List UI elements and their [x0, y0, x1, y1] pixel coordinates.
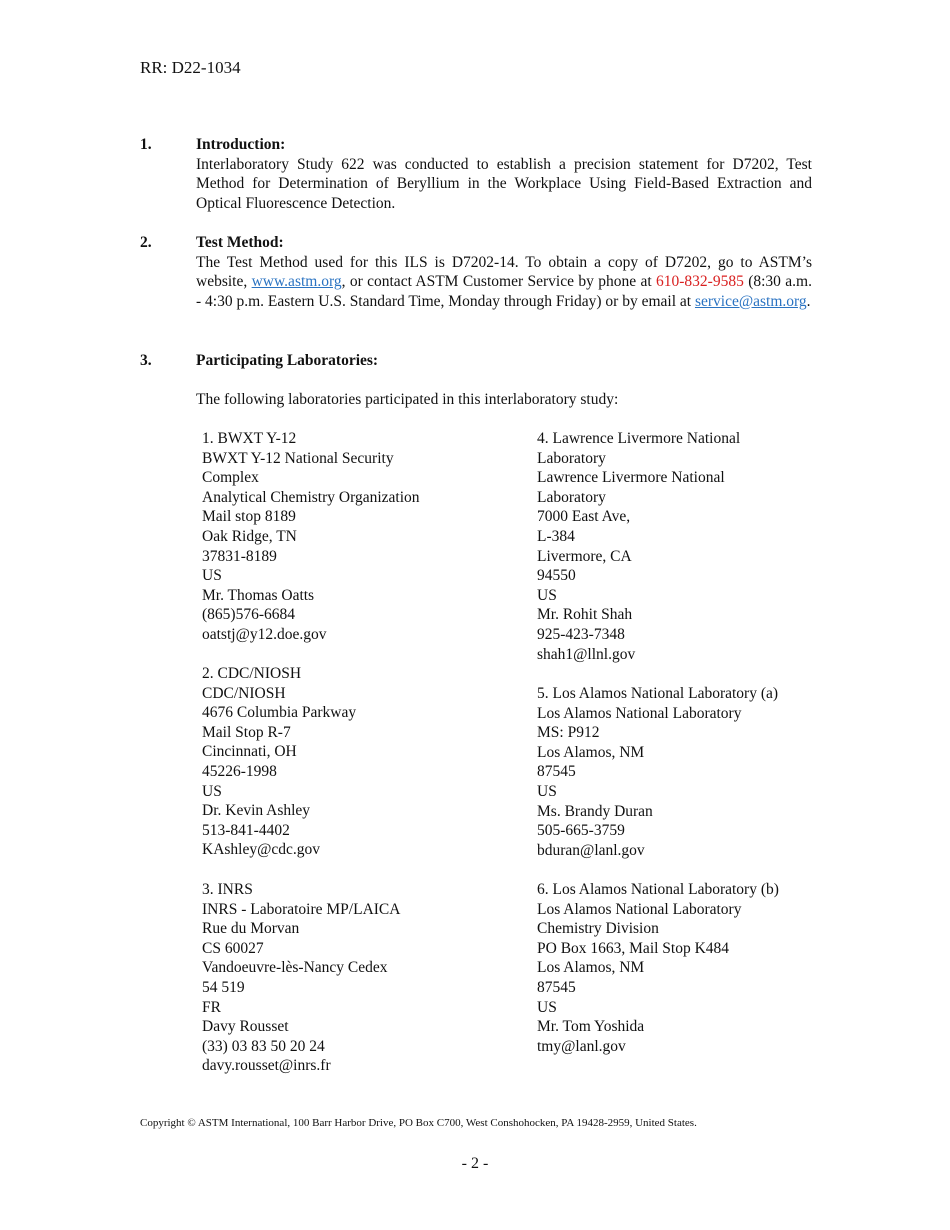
lab-line: 94550: [537, 567, 576, 585]
lab-heading: 4. Lawrence Livermore National: [537, 430, 741, 447]
text-part: (8:30 a.m. - 4:30 p.m. Eastern U.S. Standard Time, Monday through Friday) or by email at: [196, 273, 812, 310]
lab-line: 37831-8189: [202, 547, 277, 565]
section-text: [196, 253, 812, 312]
lab-line: bduran@lanl.gov: [537, 841, 645, 859]
lab-line: 4676 Columbia Parkway: [202, 704, 357, 722]
text-part: The Test Method used for this ILS is D7202-14. To obtain a copy of D7202, go to ASTM’s website,: [196, 253, 812, 291]
lab-line: L-384: [537, 527, 575, 545]
lab-line: Laboratory: [537, 449, 606, 467]
lab-line: Lawrence Livermore National: [537, 469, 725, 487]
lab-line: CS 60027: [202, 939, 264, 957]
lab-line: US: [202, 567, 222, 585]
lab-heading: 6. Los Alamos National Laboratory (b): [537, 881, 779, 898]
lab-line: Davy Rousset: [202, 1018, 289, 1036]
lab-line: BWXT Y-12 National Security: [202, 449, 394, 467]
lab-line: US: [537, 998, 557, 1016]
lab-line: Complex: [202, 469, 259, 487]
lab-line: Los Alamos National Laboratory: [537, 900, 742, 918]
lab-line: 7000 East Ave,: [537, 508, 631, 526]
lab-entry-5: [537, 684, 778, 860]
lab-line: INRS - Laboratoire MP/LAICA: [202, 900, 401, 918]
email-link[interactable]: service@astm.org: [694, 292, 807, 310]
lab-line: shah1@llnl.gov: [537, 645, 636, 663]
lab-line: tmy@lanl.gov: [537, 1037, 626, 1055]
lab-line: Mr. Tom Yoshida: [537, 1018, 645, 1036]
lab-line: 87545: [537, 978, 576, 996]
lab-line: Laboratory: [537, 488, 606, 506]
lab-line: Chemistry Division: [537, 920, 659, 938]
website-link[interactable]: www.astm.org: [251, 273, 342, 291]
copyright-footer: Copyright © ASTM International, 100 Barr Harbor Drive, PO Box C700, West Conshohocken, PA 19428-2959, United States.: [140, 1117, 697, 1129]
lab-entry-2: [202, 664, 356, 860]
phone-number: 610-832-9585: [656, 273, 744, 291]
lab-line: US: [202, 782, 222, 800]
lab-line: Los Alamos National Laboratory: [537, 704, 742, 722]
lab-line: MS: P912: [537, 724, 600, 742]
lab-line: Mail Stop R-7: [202, 723, 291, 741]
section-number: 1.: [140, 136, 152, 153]
section-title: Introduction:: [196, 136, 286, 153]
lab-line: Mail stop 8189: [202, 508, 296, 526]
lab-line: Dr. Kevin Ashley: [202, 802, 311, 820]
lab-line: CDC/NIOSH: [202, 684, 286, 702]
lab-line: Vandoeuvre-lès-Nancy Cedex: [202, 959, 388, 977]
lab-line: oatstj@y12.doe.gov: [202, 625, 327, 643]
lab-entry-1: [202, 429, 420, 645]
lab-line: 87545: [537, 763, 576, 781]
lab-line: Mr. Thomas Oatts: [202, 586, 315, 604]
section-number: 3.: [140, 352, 152, 369]
lab-entry-4: [537, 429, 740, 664]
lab-line: 513-841-4402: [202, 821, 290, 839]
lab-line: 505-665-3759: [537, 822, 625, 840]
lab-entry-6: [537, 880, 779, 1056]
lab-line: 45226-1998: [202, 762, 277, 780]
lab-line: Rue du Morvan: [202, 920, 300, 938]
lab-line: Los Alamos, NM: [537, 959, 645, 977]
lab-line: (865)576-6684: [202, 606, 295, 624]
lab-line: 54 519: [202, 978, 245, 996]
lab-line: US: [537, 586, 557, 604]
lab-entry-3: [202, 880, 400, 1076]
text-part: .: [806, 292, 811, 310]
section-title: Participating Laboratories:: [196, 352, 379, 369]
lab-line: Analytical Chemistry Organization: [202, 488, 420, 506]
lab-line: Livermore, CA: [537, 547, 632, 565]
section-participating-labs: [140, 351, 812, 410]
lab-line: FR: [202, 998, 221, 1016]
lab-line: Cincinnati, OH: [202, 743, 297, 761]
lab-heading: 3. INRS: [202, 881, 253, 898]
lab-heading: 2. CDC/NIOSH: [202, 665, 302, 682]
lab-line: Mr. Rohit Shah: [537, 606, 633, 624]
section-introduction: [140, 135, 812, 213]
page-number: - 2 -: [461, 1155, 489, 1172]
lab-line: davy.rousset@inrs.fr: [202, 1057, 331, 1075]
report-id: RR: D22-1034: [140, 58, 241, 77]
text-part: , or contact ASTM Customer Service by phone at: [341, 273, 657, 291]
lab-line: PO Box 1663, Mail Stop K484: [537, 939, 730, 957]
lab-line: KAshley@cdc.gov: [202, 841, 321, 859]
section-text: Interlaboratory Study 622 was conducted to establish a precision statement for D7202, Test Method for Determination of Beryllium in the Workplace Using Field-Based Extraction and Optical Fluorescence Detection.: [196, 155, 812, 212]
section-test-method: [140, 233, 812, 311]
lab-line: (33) 03 83 50 20 24: [202, 1037, 325, 1055]
lab-line: 925-423-7348: [537, 625, 625, 643]
lab-line: US: [537, 782, 557, 800]
section-number: 2.: [140, 234, 152, 251]
lab-line: Oak Ridge, TN: [202, 527, 297, 545]
lab-line: Los Alamos, NM: [537, 743, 645, 761]
lab-heading: 1. BWXT Y-12: [202, 430, 297, 447]
section-intro: The following laboratories participated in this interlaboratory study:: [196, 391, 619, 409]
lab-heading: 5. Los Alamos National Laboratory (a): [537, 685, 779, 702]
section-title: Test Method:: [196, 234, 284, 251]
lab-line: Ms. Brandy Duran: [537, 802, 653, 820]
